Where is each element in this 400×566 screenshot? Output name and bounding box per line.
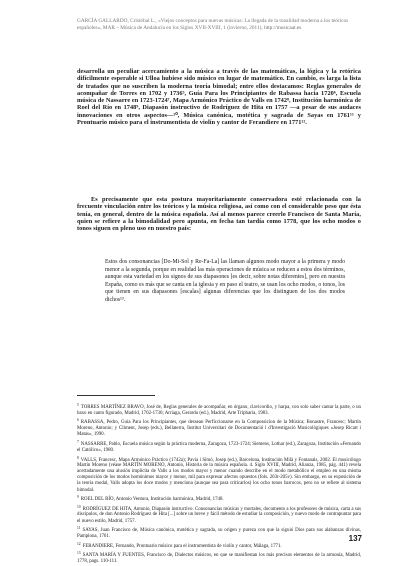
footnote-text: FERANDIERE, Fernando, Prontuario músico para el instrumentista de violín y cantor, Málaga, 1771. <box>82 543 282 549</box>
running-header <box>77 18 361 32</box>
footnote-text: SAYAS, Juan Francisco de, Música canónica, motética y sagrada, su origen y pureza con que la siguió Dios para sus alabanzas divinas, Pamplona, 1761. <box>77 527 361 539</box>
footnote-number: 8 <box>77 455 79 460</box>
footnote-number: 10 <box>77 504 81 509</box>
footnote <box>77 439 361 454</box>
footnote-number: 13 <box>77 551 81 556</box>
footnote-text: SANTA MARÍA Y FUENTES, Francisco de, Dialectos músicos, en que se manifiestan los más precisos elementos de la armonía, Madrid, 1778, pags. 110-111. <box>77 552 361 564</box>
footnote-number: 12 <box>77 541 81 546</box>
footnotes <box>77 402 361 566</box>
body-paragraph-1: desarrolla un peculiar acercamiento a la música a través de las matemáticas, la lógica y la retórica difícilmente esperable si Ulloa hubiese sido músico en lugar de matemático. En cambio, es larga la lista de tratados que no suscriben la moderna teoría bimodal; entre ellos destacamos: Reglas generales de acompañar de Torres en 1702 y 1736⁵, Guía Para los Principiantes de Rabassa hacia 1720⁶, Escuela música de Nassarre en 1723-1724⁷, Mapa Armónico Práctico de Valls en 1742⁸, Institución harmónica de Roel del Río en 1748⁹, Diapasón instructivo de Rodríguez de Hita en 1757 —a pesar de sus audaces innovaciones en otros aspectos—¹⁰, Música canónica, motética y sagrada de Sayas en 1761¹¹ y Prontuario músico para el instrumentista de violín y cantor de Ferandiere en 1771¹². <box>77 68 361 127</box>
footnote <box>77 402 361 417</box>
footnote-text: NASSARRE, Pablo, Escuela música según la práctica moderna, Zaragoza, 1723-1724; Siemens, Lothar (ed.), Zaragoza, Institución «Fernando el Católico», 1980. <box>77 441 361 453</box>
footnote-number: 11 <box>77 526 81 531</box>
footnote-text: RABASSA, Pedro, Guía Para los Principiantes, que dessean Perficcionarse en la Compossicion de la Música; Bonastre, Francesc; Martín Moreno, Antonio; y Climent, Josep (eds.), Bellaterra, Institut Universitari de Documentació i d'Investigació Musicològiques «Josep Ricart i Matas», 1990. <box>77 420 361 438</box>
page-number: 137 <box>348 534 362 543</box>
footnote-text: RODRÍGUEZ DE HITA, Antonio, Diapasón instructivo. Consonancias músicas y mortales, documento a los profesores de música, carta a sus discípulos, de don Antonio Rodríguez de Hita [...] sobre un breve y fácil método de estudiar la composición, y nuevo modo de contrapuntar para el nuevo estilo, Madrid, 1757. <box>77 506 361 524</box>
footnote-number: 5 <box>77 403 79 407</box>
journal-link[interactable]: http://musicaat.es <box>264 25 302 32</box>
footnote <box>77 550 361 565</box>
footnote-text: VALLS, Francesc, Mapa Armónico Práctico (1742a); Pavia i Simó, Josep (ed.), Barcelona, Institución Milà y Fontanals, 2002. El musicólogo Martín Moreno (véase MARTÍN MORENO, Antonio, Historia de la música española. 4. Siglo XVIII, Madrid, Alianza, 1985, pág. 441) revela acertadamente una alusión implícita de Valls a los modos mayor y menor cuando describe en el modo metabólico el empleo en una misma composición de los modos homónimos mayor y menor, mil para expresar afectos opuestos (fols. 203r-205v). Sin embargo, en su exposición de la teoría modal, Valls adopta los doce modos y menciona (aunque sea para criticarlos) los ocho tonos barrocos, pero no se refiere al sistema bimodal. <box>77 457 361 493</box>
footnote-number: 7 <box>77 440 79 445</box>
footnote <box>77 504 361 525</box>
footnote-text: ROEL DEL RÍO, Antonio Ventura, Institución harmónica, Madrid, 1748. <box>80 496 224 502</box>
footnote <box>77 525 361 540</box>
footnote-number: 6 <box>77 418 79 423</box>
block-quote: Estos dos consonancias [Do-Mi-Sol y Re-Fa-La] las llaman algunos modo mayor a la primera y modo menor a la segunda, porque en realidad las más operaciones de música se reducen a estos dos términos, aunque esta variedad en los signos de sus diapasones [es decir, sobre notas diferentes], pero en nuestra España, como es más que se canta en la iglesia y en paso el teatro, se usan los ocho modos, o tonos, los que tienen en sus diapasones [escalas] algunas diferencias que los distinguen de los dos modos dichos¹³. <box>105 259 345 303</box>
footnote-number: 9 <box>77 495 79 500</box>
body-paragraph-2: Es precisamente que esta postura mayoritariamente conservadora esté relacionada con la frecuente vinculación entre los teóricos y la música religiosa, así como con el considerable peso que ésta tenía, en general, dentro de la música española. Así al menos parece creerlo Francisco de Santa María, quien se refiere a la bimodalidad pero apunta, en fecha tan tardía como 1778, que los ocho modos o tonos siguen en pleno uso en nuestro país: <box>77 196 361 233</box>
footnote <box>77 494 361 503</box>
footnote-text: TORRES MARTÍNEZ BRAVO, José de, Reglas generales de acompañar, en órgano, clavicordio, y harpa, con solo saber cantar la parte, o un baxo en canto figurado, Madrid, 1702-1736; Arriaga, Gerardo (ed.), Madrid, Arte Tripharia, 1983. <box>77 404 361 416</box>
footnote-separator <box>77 395 155 396</box>
footnote <box>77 455 361 494</box>
citation-text: GARCÍA GALLARDO, Cristóbal L., «Viejos conceptos para nuevas músicas: La llegada de la tonalidad moderna a los teóricos españoles», MAR – Música de Andalucía en los Siglos XVII-XVIII, 1 (invierno, 2011), <box>77 18 349 32</box>
footnote <box>77 417 361 438</box>
footnote <box>77 541 361 550</box>
